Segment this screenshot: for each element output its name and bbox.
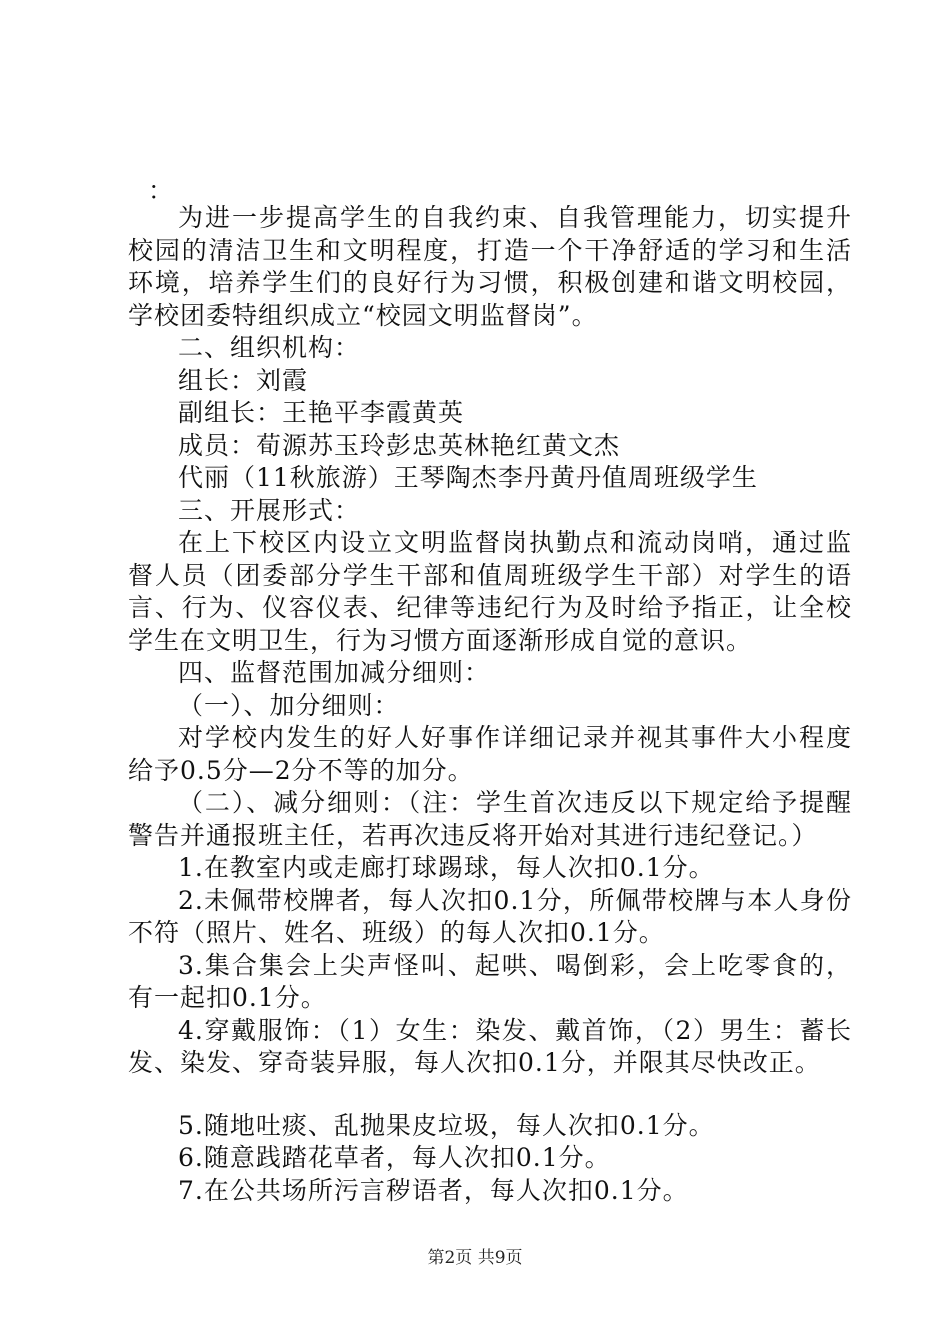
document-body <box>128 176 852 1207</box>
leader-line: 组长：刘霞 <box>178 365 309 395</box>
section-heading-format: 三、开展形式： <box>178 495 361 525</box>
bonus-paragraph: 对学校内发生的好人好事作详细记录并视其事件大小程度给予0.5分—2分不等的加分。 <box>128 723 852 785</box>
subsection-heading-bonus: （一）、加分细则： <box>178 690 400 720</box>
intro-paragraph: 为进一步提高学生的自我约束、自我管理能力，切实提升校园的清洁卫生和文明程度，打造一个干净舒适的学习和生活环境，培养学生们的良好行为习惯，积极创建和谐文明校园，学校团委特组织成立“校园文明监督岗”。 <box>128 203 852 330</box>
rule-item: 7.在公共场所污言秽语者，每人次扣0.1分。 <box>178 1175 689 1205</box>
leading-colon: ： <box>148 176 175 205</box>
paragraph-gap <box>128 1080 852 1110</box>
rule-item: 5.随地吐痰、乱抛果皮垃圾，每人次扣0.1分。 <box>178 1110 715 1140</box>
rule-item: 1.在教室内或走廊打球踢球，每人次扣0.1分。 <box>178 853 715 882</box>
format-paragraph: 在上下校区内设立文明监督岗执勤点和流动岗哨，通过监督人员（团委部分学生干部和值周班级学生干部）对学生的语言、行为、仪容仪表、纪律等违纪行为及时给予指正，让全校学生在文明卫生，行为习惯方面逐渐形成自觉的意识。 <box>128 528 852 655</box>
page-number-footer: 第2页 共9页 <box>427 1248 523 1268</box>
section-heading-scoring: 四、监督范围加减分细则： <box>178 658 491 687</box>
rule-item: 6.随意践踏花草者，每人次扣0.1分。 <box>178 1143 611 1172</box>
members-continued-line: 代丽（11秋旅游）王琴陶杰李丹黄丹值周班级学生 <box>178 463 758 492</box>
section-heading-organization: 二、组织机构： <box>178 333 361 362</box>
members-line: 成员：荀源苏玉玲彭忠英林艳红黄文杰 <box>178 430 621 460</box>
rule-item: 3.集合集会上尖声怪叫、起哄、喝倒彩，会上吃零食的，有一起扣0.1分。 <box>128 950 852 1012</box>
rule-item: 4.穿戴服饰：（1）女生：染发、戴首饰，（2）男生：蓄长发、染发、穿奇装异服，每人次扣0.1分，并限其尽快改正。 <box>128 1015 852 1077</box>
vice-leader-line: 副组长：王艳平李霞黄英 <box>178 398 465 427</box>
subsection-heading-deduction: （二）、减分细则：（注：学生首次违反以下规定给予提醒警告并通报班主任，若再次违反将开始对其进行违纪登记。） <box>128 788 852 850</box>
rule-item: 2.未佩带校牌者，每人次扣0.1分，所佩带校牌与本人身份不符（照片、姓名、班级）的每人次扣0.1分。 <box>128 885 852 947</box>
